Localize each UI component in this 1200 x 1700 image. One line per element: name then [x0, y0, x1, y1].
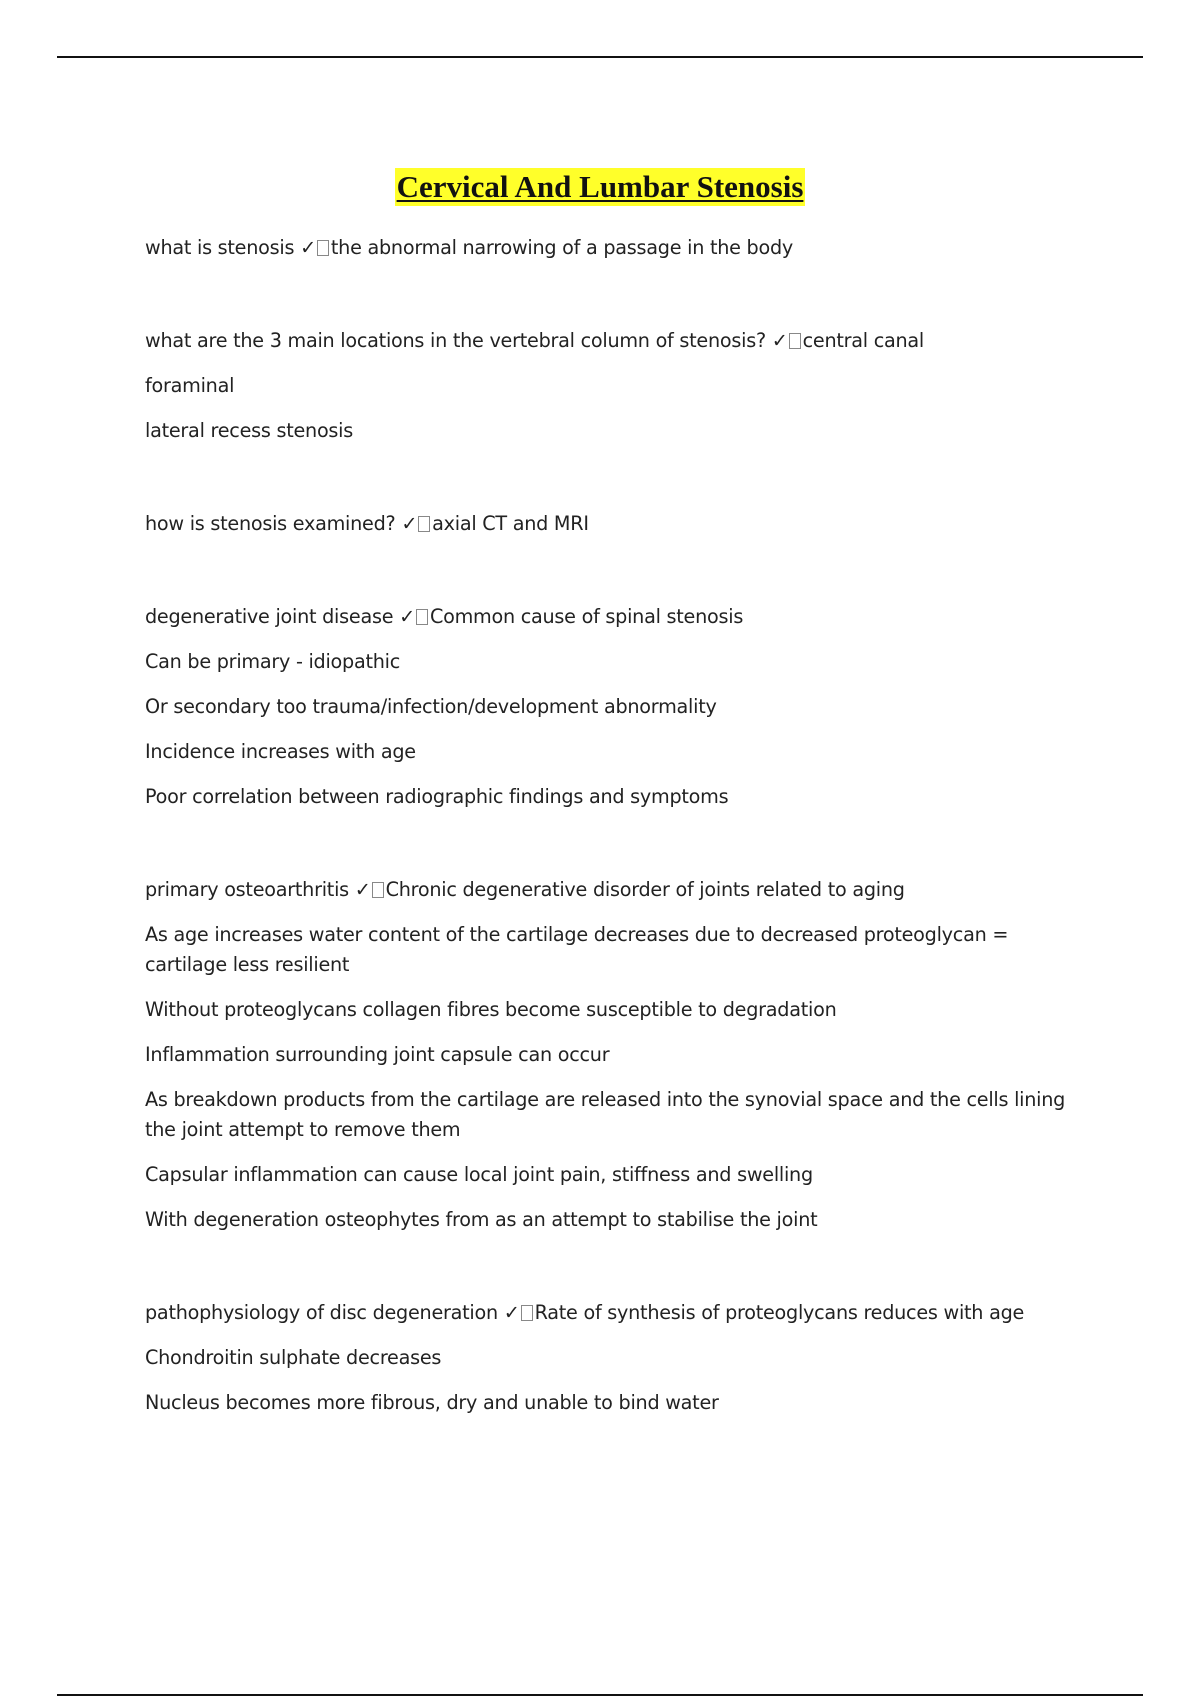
flashcard-answer-line: Chondroitin sulphate decreases	[145, 1346, 442, 1369]
flashcard	[145, 509, 1095, 539]
flashcard-question: degenerative joint disease	[145, 605, 394, 628]
check-icon: ✓	[399, 605, 415, 628]
check-icon: ✓	[401, 512, 418, 535]
flashcard	[145, 602, 1095, 812]
flashcard-answer-line: Poor correlation between radiographic findings and symptoms	[145, 785, 729, 808]
flashcard	[145, 875, 1095, 1235]
flashcard-answer-line: foraminal	[145, 374, 235, 397]
check-icon: ✓	[300, 236, 316, 259]
check-icon: ✓	[503, 1301, 520, 1324]
flashcard-question: pathophysiology of disc degeneration	[145, 1301, 498, 1324]
flashcard-answer-line: As breakdown products from the cartilage are released into the synovial space and the cells lining the joint attempt to remove them	[145, 1088, 1066, 1141]
flashcard-question: what are the 3 main locations in the vertebral column of stenosis?	[145, 329, 766, 352]
flashcard-first-line	[145, 233, 1095, 263]
missing-glyph-box-icon	[521, 1305, 533, 1321]
missing-glyph-box-icon	[418, 516, 430, 532]
header-rule	[57, 56, 1143, 58]
flashcard	[145, 1298, 1095, 1418]
flashcard-first-line	[145, 509, 1095, 539]
missing-glyph-box-icon	[317, 240, 329, 256]
flashcard	[145, 233, 1095, 263]
title-container	[0, 168, 1200, 206]
flashcard-answer: the abnormal narrowing of a passage in the body	[330, 236, 794, 259]
flashcard-answer-line: Incidence increases with age	[145, 740, 416, 763]
flashcard-first-line	[145, 875, 1095, 905]
document-title: Cervical And Lumbar Stenosis	[396, 169, 804, 204]
footer-rule	[57, 1694, 1143, 1696]
flashcard-answer: Common cause of spinal stenosis	[429, 605, 744, 628]
flashcard-question: how is stenosis examined?	[145, 512, 396, 535]
flashcard-answer-line: Capsular inflammation can cause local joint pain, stiffness and swelling	[145, 1163, 813, 1186]
flashcard-answer-line: With degeneration osteophytes from as an attempt to stabilise the joint	[145, 1208, 818, 1231]
flashcard-answer-line: Inflammation surrounding joint capsule can occur	[145, 1043, 610, 1066]
flashcard-answer: axial CT and MRI	[432, 512, 589, 535]
flashcard-answer-line: Without proteoglycans collagen fibres become susceptible to degradation	[145, 998, 837, 1021]
flashcard-answer-line: Can be primary - idiopathic	[145, 650, 401, 673]
flashcard-list	[145, 233, 1095, 1433]
check-icon: ✓	[771, 329, 788, 352]
missing-glyph-box-icon	[416, 609, 428, 625]
missing-glyph-box-icon	[789, 333, 801, 349]
missing-glyph-box-icon	[372, 882, 384, 898]
flashcard-first-line	[145, 602, 1095, 632]
flashcard-question: primary osteoarthritis	[145, 878, 349, 901]
flashcard-answer-line: lateral recess stenosis	[145, 419, 354, 442]
flashcard-answer-line: As age increases water content of the cartilage decreases due to decreased proteoglycan = cartilage less resilient	[145, 923, 1009, 976]
flashcard-question: what is stenosis	[145, 236, 295, 259]
flashcard	[145, 326, 1095, 446]
flashcard-answer: Rate of synthesis of proteoglycans reduces with age	[534, 1301, 1025, 1324]
flashcard-first-line	[145, 326, 1095, 356]
flashcard-answer: central canal	[802, 329, 925, 352]
flashcard-answer: Chronic degenerative disorder of joints related to aging	[385, 878, 905, 901]
flashcard-answer-line: Or secondary too trauma/infection/development abnormality	[145, 695, 717, 718]
check-icon: ✓	[354, 878, 371, 901]
flashcard-answer-line: Nucleus becomes more fibrous, dry and unable to bind water	[145, 1391, 719, 1414]
flashcard-first-line	[145, 1298, 1095, 1328]
